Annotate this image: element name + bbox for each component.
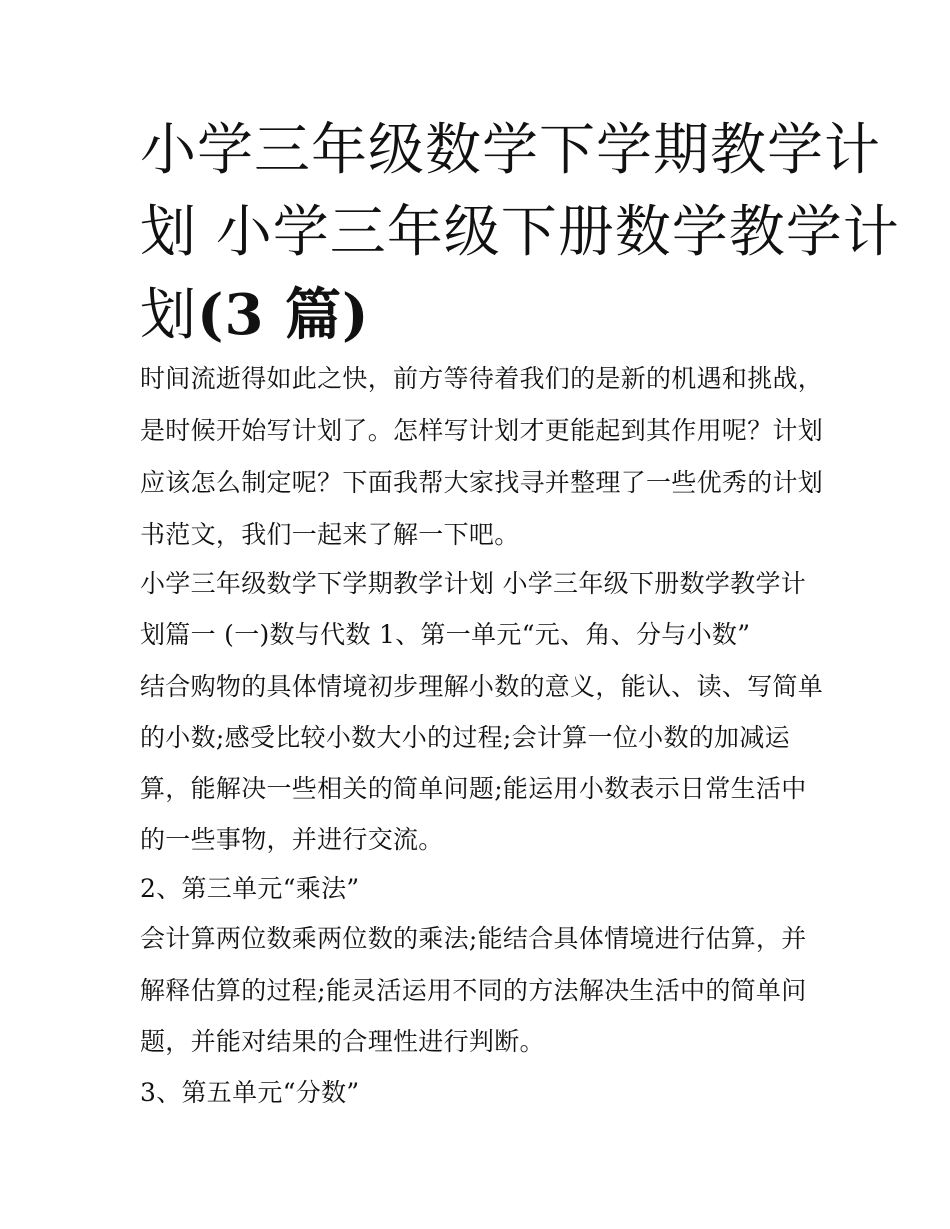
section-heading-line-2: 划篇一 (一)数与代数 1、第一单元“元、角、分与小数”	[140, 620, 751, 649]
unit1-line-1: 结合购物的具体情境初步理解小数的意义，能认、读、写简单	[140, 672, 824, 701]
unit1-line-4: 的一些事物，并进行交流。	[140, 825, 444, 854]
title-article-count: (3 篇)	[197, 282, 370, 348]
intro-line-2: 是时候开始写计划了。怎样写计划才更能起到其作用呢？计划	[140, 416, 824, 445]
unit3-line-1: 会计算两位数乘两位数的乘法;能结合具体情境进行估算，并	[140, 924, 807, 953]
intro-line-1: 时间流逝得如此之快，前方等待着我们的是新的机遇和挑战，	[140, 364, 824, 393]
unit1-line-2: 的小数;感受比较小数大小的过程;会计算一位小数的加减运	[140, 723, 790, 752]
unit1-line-3: 算，能解决一些相关的简单问题;能运用小数表示日常生活中	[140, 774, 807, 803]
intro-line-4: 书范文，我们一起来了解一下吧。	[140, 520, 520, 549]
title-line-3	[140, 274, 830, 357]
title-line-3-prefix: 划	[140, 283, 197, 348]
unit3-line-2: 解释估算的过程;能灵活运用不同的方法解决生活中的简单问	[140, 976, 807, 1005]
unit3-line-3: 题，并能对结果的合理性进行判断。	[140, 1027, 545, 1056]
document-title	[140, 110, 900, 357]
title-line-1: 小学三年级数学下学期教学计	[140, 118, 881, 183]
unit5-heading: 3、第五单元“分数”	[140, 1078, 360, 1107]
unit3-heading: 2、第三单元“乘法”	[140, 874, 360, 903]
section-heading-line-1: 小学三年级数学下学期教学计划 小学三年级下册数学教学计	[140, 569, 807, 598]
intro-line-3: 应该怎么制定呢？下面我帮大家找寻并整理了一些优秀的计划	[140, 468, 824, 497]
title-line-2: 划 小学三年级下册数学教学计	[140, 200, 900, 265]
